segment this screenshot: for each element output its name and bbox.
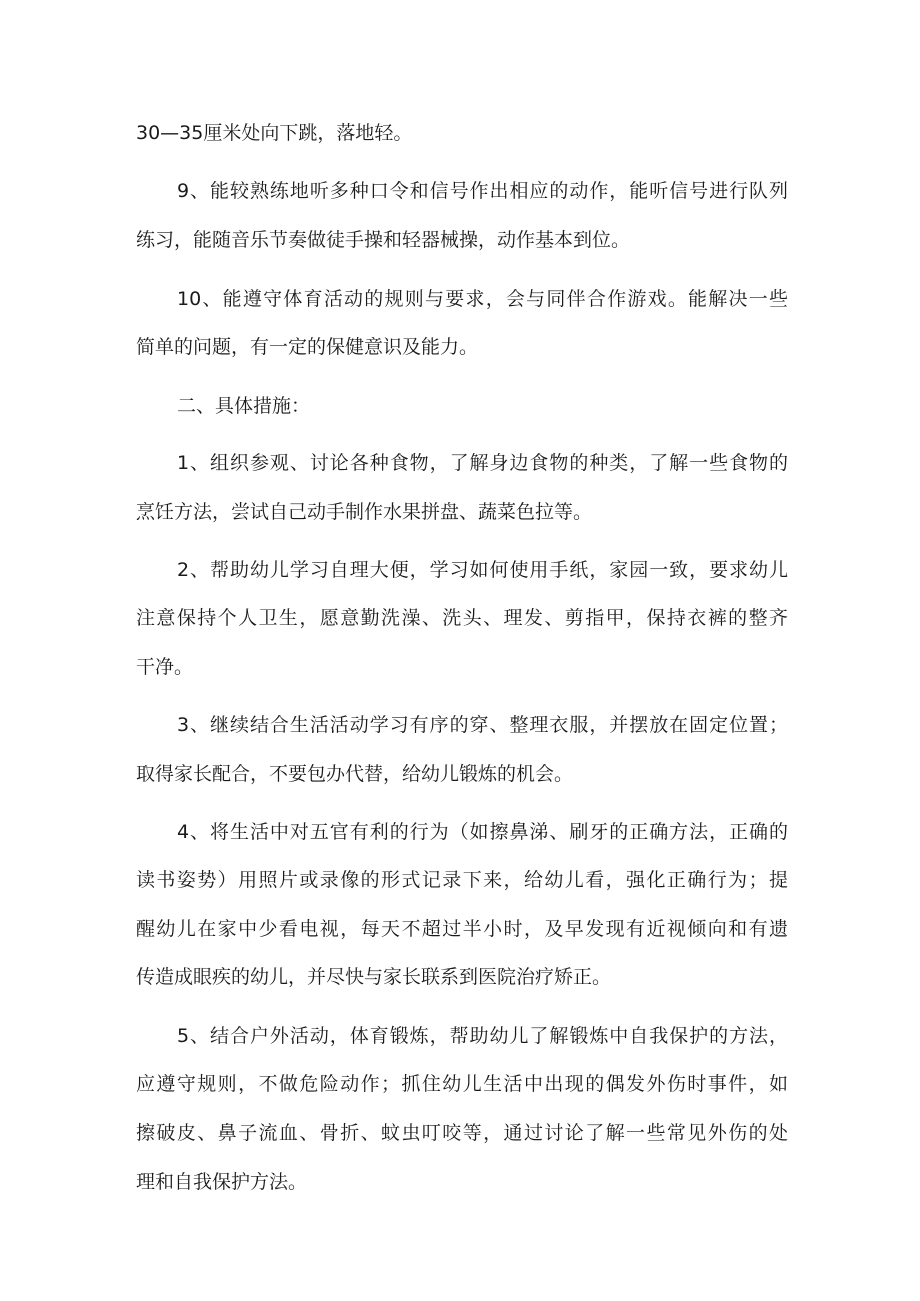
text-line-5: 简单的问题，有一定的保健意识及能力。 bbox=[136, 336, 479, 358]
text-line-20: 擦破皮、鼻子流血、骨折、蚊虫叮咬等，通过讨论了解一些常见外伤的处 bbox=[136, 1122, 788, 1144]
text-line-15: 读书姿势）用照片或录像的形式记录下来，给幼儿看，强化正确行为；提 bbox=[136, 869, 788, 891]
text-line-11: 干净。 bbox=[136, 656, 194, 678]
text-line-14: 4、将生活中对五官有利的行为（如擦鼻涕、刷牙的正确方法，正确的 bbox=[177, 821, 788, 843]
text-line-4: 10、能遵守体育活动的规则与要求，会与同伴合作游戏。能解决一些 bbox=[177, 288, 788, 310]
text-line-8: 烹饪方法，尝试自己动手制作水果拼盘、蔬菜色拉等。 bbox=[136, 501, 593, 523]
text-line-13: 取得家长配合，不要包办代替，给幼儿锻炼的机会。 bbox=[136, 763, 574, 785]
text-line-9: 2、帮助幼儿学习自理大便，学习如何使用手纸，家园一致，要求幼儿 bbox=[177, 559, 788, 581]
text-line-17: 传造成眼疾的幼儿，并尽快与家长联系到医院治疗矫正。 bbox=[136, 966, 612, 988]
text-line-12: 3、继续结合生活活动学习有序的穿、整理衣服，并摆放在固定位置； bbox=[177, 714, 788, 736]
text-line-1: 30—35厘米处向下跳，落地轻。 bbox=[136, 122, 413, 144]
text-line-18: 5、结合户外活动，体育锻炼，帮助幼儿了解锻炼中自我保护的方法， bbox=[177, 1025, 788, 1047]
text-line-16: 醒幼儿在家中少看电视，每天不超过半小时，及早发现有近视倾向和有遗 bbox=[136, 918, 788, 940]
text-line-2: 9、能较熟练地听多种口令和信号作出相应的动作，能听信号进行队列 bbox=[177, 180, 788, 202]
text-line-10: 注意保持个人卫生，愿意勤洗澡、洗头、理发、剪指甲，保持衣裤的整齐 bbox=[136, 607, 788, 629]
text-line-3: 练习，能随音乐节奏做徒手操和轻器械操，动作基本到位。 bbox=[136, 229, 631, 251]
text-line-19: 应遵守规则，不做危险动作；抓住幼儿生活中出现的偶发外伤时事件，如 bbox=[136, 1073, 788, 1095]
section-heading: 二、具体措施： bbox=[177, 395, 311, 417]
text-line-7: 1、组织参观、讨论各种食物，了解身边食物的种类，了解一些食物的 bbox=[177, 452, 788, 474]
text-line-21: 理和自我保护方法。 bbox=[136, 1171, 308, 1193]
